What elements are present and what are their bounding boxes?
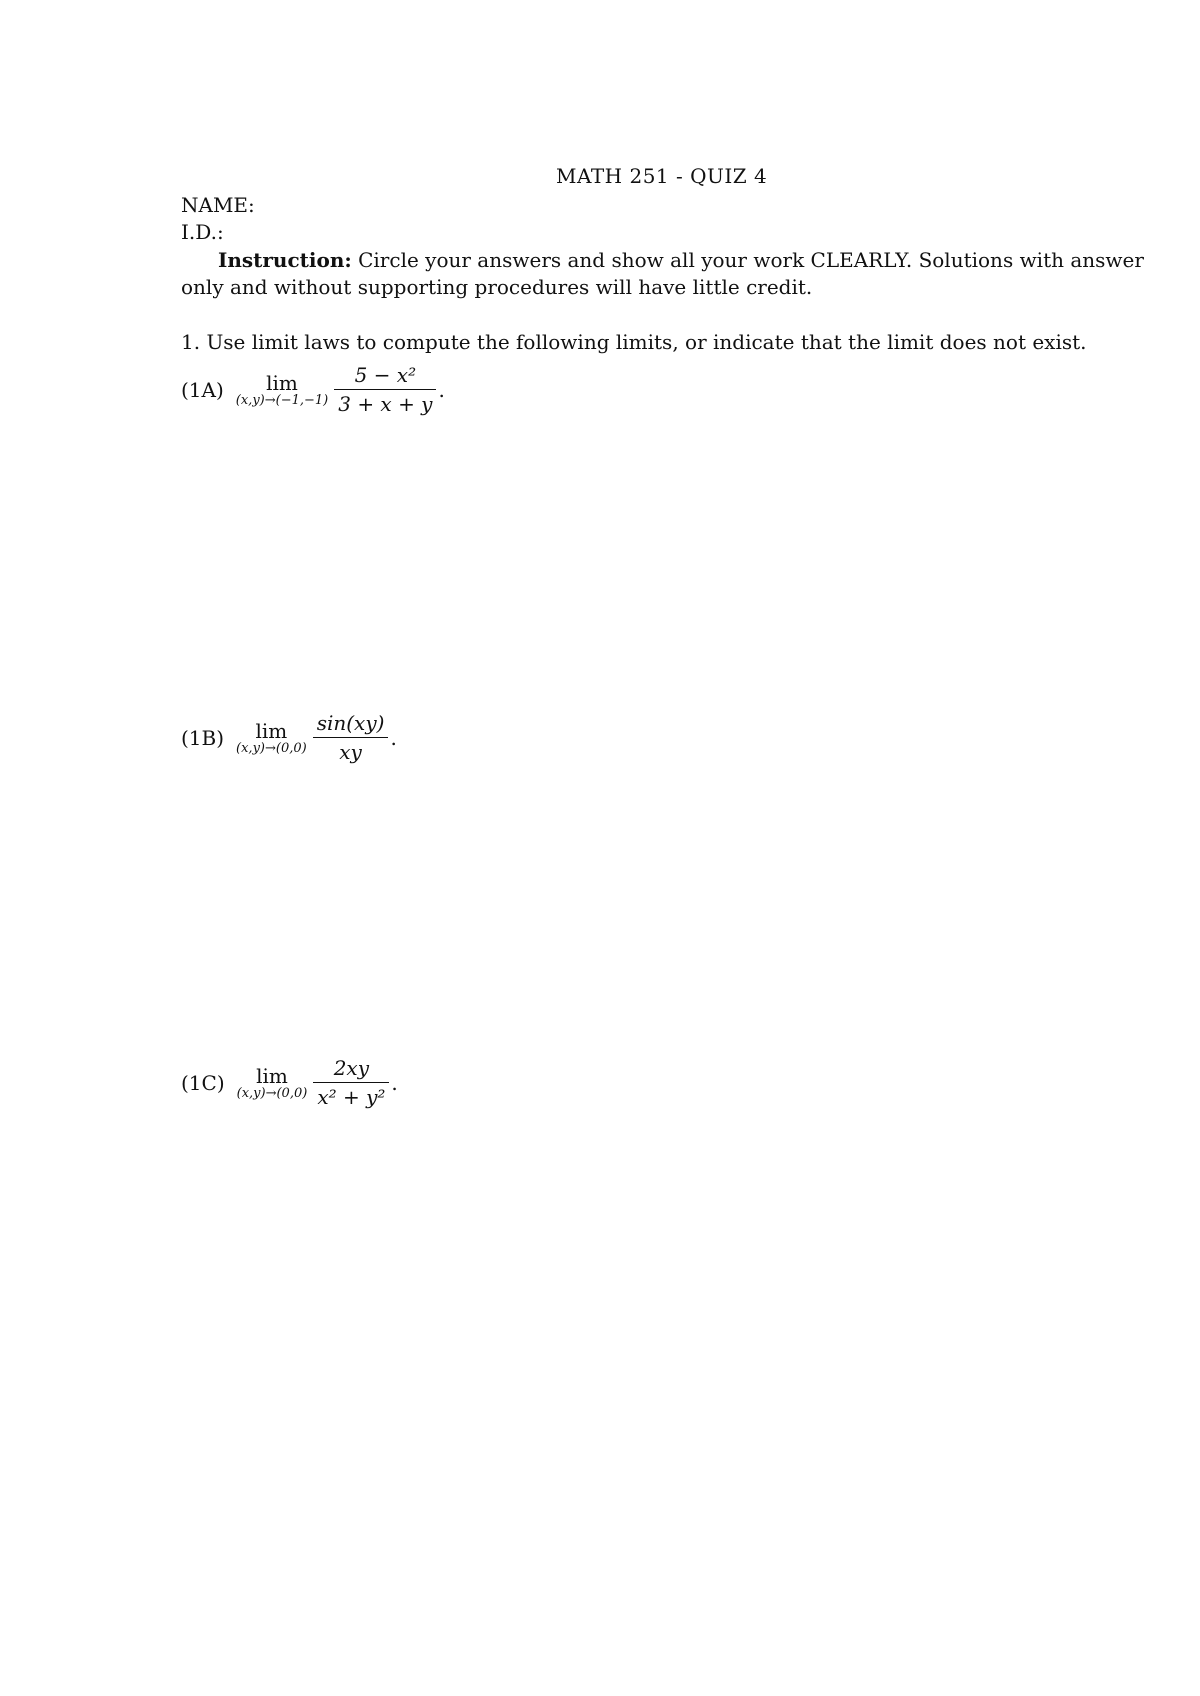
numerator: 2xy bbox=[333, 1056, 370, 1080]
limit-operator bbox=[237, 1065, 308, 1101]
page-title: MATH 251 - QUIZ 4 bbox=[556, 164, 768, 188]
problem-label: (1A) bbox=[181, 377, 224, 402]
denominator: x² + y² bbox=[317, 1085, 386, 1109]
problem-1a bbox=[181, 363, 445, 416]
limit-subscript: (x,y)→(−1,−1) bbox=[235, 392, 329, 408]
denominator: 3 + x + y bbox=[338, 392, 433, 416]
fraction bbox=[313, 711, 389, 764]
instruction-line-1 bbox=[218, 247, 1144, 273]
question-1-prompt: 1. Use limit laws to compute the following limits, or indicate that the limit does not exist. bbox=[181, 330, 1087, 354]
problem-1b bbox=[181, 711, 397, 764]
fraction bbox=[313, 1056, 389, 1109]
period: . bbox=[390, 725, 397, 750]
id-label: I.D.: bbox=[181, 220, 224, 244]
problem-1c bbox=[181, 1056, 398, 1109]
problem-label: (1C) bbox=[181, 1070, 225, 1095]
limit-operator bbox=[236, 372, 328, 408]
instruction-lead: Instruction: bbox=[218, 248, 352, 272]
instruction-line-2: only and without supporting procedures will have little credit. bbox=[181, 275, 813, 299]
name-label: NAME: bbox=[181, 193, 255, 217]
limit-subscript: (x,y)→(0,0) bbox=[236, 1085, 308, 1101]
numerator: sin(xy) bbox=[316, 711, 385, 735]
period: . bbox=[391, 1070, 398, 1095]
denominator: xy bbox=[339, 740, 362, 764]
lim-text: lim bbox=[256, 1063, 288, 1088]
instruction-text-1: Circle your answers and show all your work CLEARLY. Solutions with answer bbox=[351, 248, 1144, 272]
fraction bbox=[334, 363, 436, 416]
problem-label: (1B) bbox=[181, 725, 225, 750]
limit-subscript: (x,y)→(0,0) bbox=[236, 740, 307, 756]
limit-operator bbox=[236, 720, 307, 756]
numerator: 5 − x² bbox=[354, 363, 417, 387]
lim-text: lim bbox=[255, 718, 288, 743]
lim-text: lim bbox=[266, 370, 298, 395]
period: . bbox=[438, 377, 445, 402]
